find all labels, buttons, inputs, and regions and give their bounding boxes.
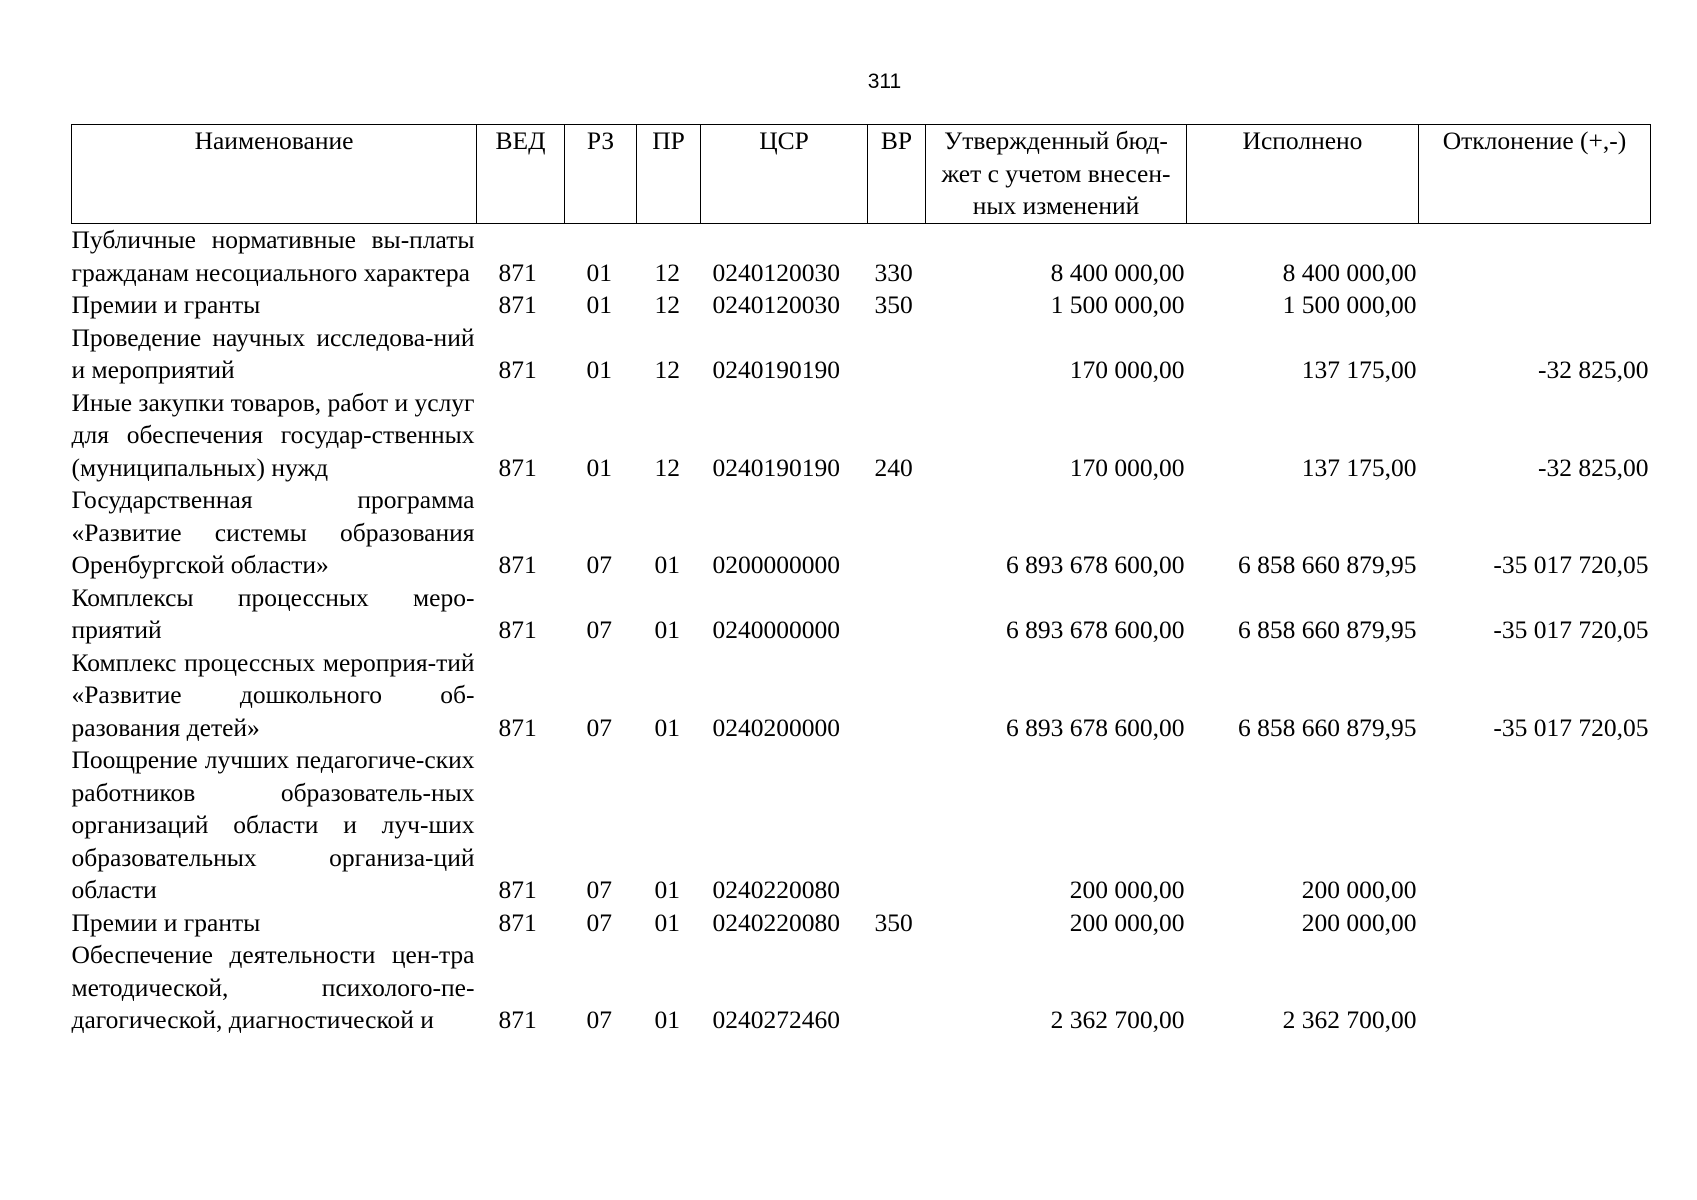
row-pr: 01 — [654, 712, 680, 742]
row-approved: 200 000,00 — [1069, 907, 1185, 937]
row-approved: 170 000,00 — [1069, 452, 1185, 482]
row-rz: 07 — [586, 550, 612, 579]
table-row — [72, 322, 1651, 387]
row-vr — [868, 744, 926, 907]
row-name: Проведение научных исследова-ний и мероприятий — [71, 322, 475, 384]
row-csr: 0240200000 — [712, 712, 840, 742]
table-row — [72, 939, 1651, 1037]
row-deviation: -32 825,00 — [1538, 452, 1649, 482]
row-ved: 871 — [498, 355, 537, 384]
row-deviation: -35 017 720,05 — [1493, 712, 1649, 742]
row-approved: 8 400 000,00 — [1050, 257, 1185, 287]
row-pr: 12 — [654, 452, 680, 482]
row-approved: 2 362 700,00 — [1050, 1005, 1185, 1034]
row-pr: 01 — [654, 907, 680, 937]
table-row — [72, 484, 1651, 582]
row-pr: 12 — [654, 290, 680, 319]
row-csr: 0240120030 — [712, 290, 840, 319]
table-row — [72, 907, 1651, 940]
row-rz: 07 — [586, 1005, 612, 1034]
row-deviation: -35 017 720,05 — [1493, 550, 1649, 579]
row-rz: 07 — [586, 615, 612, 644]
row-ved: 871 — [498, 1005, 537, 1034]
row-vr — [868, 582, 926, 647]
row-vr — [868, 484, 926, 582]
budget-table — [71, 124, 1651, 1037]
header-pr: ПР — [637, 125, 701, 224]
row-name: Обеспечение деятельности цен-тра методической, психолого-пе-дагогической, диагностической и — [71, 940, 475, 1034]
row-name: Государственная программа «Развитие системы образования Оренбургской области» — [71, 485, 475, 579]
table-row — [72, 224, 1651, 290]
row-approved: 170 000,00 — [1069, 355, 1185, 384]
row-csr: 0240272460 — [712, 1005, 840, 1034]
row-executed: 200 000,00 — [1301, 875, 1417, 904]
row-rz: 01 — [586, 452, 612, 482]
header-deviation: Отклонение (+,-) — [1419, 125, 1651, 224]
row-name: Комплексы процессных меро-приятий — [71, 582, 475, 644]
table-row — [72, 289, 1651, 322]
row-pr: 01 — [654, 875, 680, 904]
row-vr — [868, 647, 926, 745]
row-executed: 6 858 660 879,95 — [1238, 712, 1417, 742]
row-ved: 871 — [498, 875, 537, 904]
row-name: Поощрение лучших педагогиче-ских работников образователь-ных организаций области и луч-ших образовательных организа-ций области — [71, 745, 475, 904]
row-deviation — [1419, 289, 1651, 322]
row-approved: 6 893 678 600,00 — [1006, 615, 1185, 644]
row-csr: 0240190190 — [712, 452, 840, 482]
row-approved: 6 893 678 600,00 — [1006, 550, 1185, 579]
row-rz: 01 — [586, 257, 612, 287]
row-executed: 200 000,00 — [1301, 907, 1417, 937]
row-ved: 871 — [498, 257, 537, 287]
row-rz: 07 — [586, 875, 612, 904]
page-number: 311 — [867, 70, 902, 93]
row-name: Премии и гранты — [71, 290, 261, 319]
row-csr: 0200000000 — [712, 550, 840, 579]
row-ved: 871 — [498, 550, 537, 579]
row-approved: 200 000,00 — [1069, 875, 1185, 904]
header-csr: ЦСР — [701, 125, 868, 224]
row-deviation — [1419, 744, 1651, 907]
table-header-row — [72, 125, 1651, 224]
table-row — [72, 647, 1651, 745]
row-ved: 871 — [498, 452, 537, 482]
row-name: Премии и гранты — [71, 907, 261, 937]
row-executed: 6 858 660 879,95 — [1238, 550, 1417, 579]
row-ved: 871 — [498, 712, 537, 742]
row-vr: 240 — [874, 452, 913, 482]
table-row — [72, 744, 1651, 907]
header-executed: Исполнено — [1187, 125, 1419, 224]
header-ved: ВЕД — [477, 125, 565, 224]
table-row — [72, 387, 1651, 485]
row-executed: 1 500 000,00 — [1282, 290, 1417, 319]
row-ved: 871 — [498, 615, 537, 644]
row-deviation: -32 825,00 — [1538, 355, 1649, 384]
header-approved: Утвержденный бюд-жет с учетом внесен-ных изменений — [926, 125, 1187, 224]
table-row — [72, 582, 1651, 647]
row-csr: 0240000000 — [712, 615, 840, 644]
header-name: Наименование — [72, 125, 477, 224]
row-executed: 137 175,00 — [1301, 355, 1417, 384]
row-rz: 01 — [586, 290, 612, 319]
row-csr: 0240120030 — [712, 257, 840, 287]
row-executed: 137 175,00 — [1301, 452, 1417, 482]
row-vr — [868, 322, 926, 387]
row-name: Публичные нормативные вы-платы гражданам несоциального характера — [71, 225, 475, 287]
row-vr: 330 — [874, 257, 913, 287]
row-deviation: -35 017 720,05 — [1493, 615, 1649, 644]
row-executed: 2 362 700,00 — [1282, 1005, 1417, 1034]
row-approved: 1 500 000,00 — [1050, 290, 1185, 319]
row-pr: 12 — [654, 257, 680, 287]
row-rz: 01 — [586, 355, 612, 384]
row-csr: 0240220080 — [712, 907, 840, 937]
row-approved: 6 893 678 600,00 — [1006, 712, 1185, 742]
row-rz: 07 — [586, 907, 612, 937]
header-vr: ВР — [868, 125, 926, 224]
row-vr: 350 — [874, 290, 913, 319]
row-ved: 871 — [498, 290, 537, 319]
row-deviation — [1419, 907, 1651, 940]
row-name: Иные закупки товаров, работ и услуг для обеспечения государ-ственных (муниципальных) нужд — [71, 387, 475, 482]
row-ved: 871 — [498, 907, 537, 937]
row-name: Комплекс процессных мероприя-тий «Развитие дошкольного об-разования детей» — [71, 647, 475, 742]
row-csr: 0240190190 — [712, 355, 840, 384]
row-pr: 01 — [654, 1005, 680, 1034]
row-vr: 350 — [874, 907, 913, 937]
header-rz: РЗ — [565, 125, 637, 224]
row-csr: 0240220080 — [712, 875, 840, 904]
row-vr — [868, 939, 926, 1037]
row-pr: 01 — [654, 550, 680, 579]
row-pr: 12 — [654, 355, 680, 384]
row-pr: 01 — [654, 615, 680, 644]
row-deviation — [1419, 939, 1651, 1037]
row-deviation — [1419, 224, 1651, 290]
row-executed: 8 400 000,00 — [1282, 257, 1417, 287]
row-rz: 07 — [586, 712, 612, 742]
row-executed: 6 858 660 879,95 — [1238, 615, 1417, 644]
